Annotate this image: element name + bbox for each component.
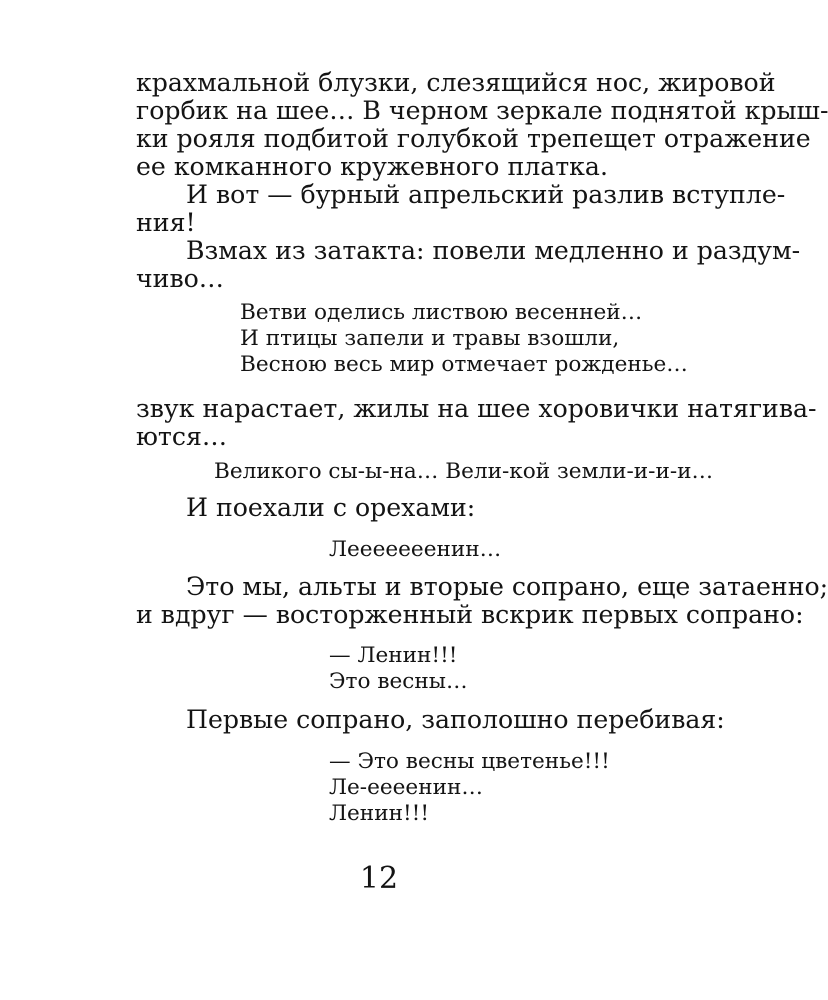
verse-line: Ветви оделись листвою весенней… xyxy=(240,300,643,325)
text-line: горбик на шее… В черном зеркале поднятой крыш- xyxy=(136,96,828,125)
verse-line: Великого сы-ы-на… Вели-кой земли-и-и-и… xyxy=(214,459,714,484)
text-line: ния! xyxy=(136,208,196,237)
text-line: И вот — бурный апрельский разлив вступле- xyxy=(186,180,786,209)
text-line: Это мы, альты и вторые сопрано, еще затаенно; xyxy=(186,572,828,601)
text-line: Взмах из затакта: повели медленно и раздум- xyxy=(186,236,801,265)
verse-line: — Это весны цветенье!!! xyxy=(329,749,610,774)
text-line: ки рояля подбитой голубкой трепещет отражение xyxy=(136,124,811,153)
verse-line: Ленин!!! xyxy=(329,801,430,826)
page-number: 12 xyxy=(359,861,399,896)
text-line: И поехали с орехами: xyxy=(186,493,476,522)
text-line: и вдруг — восторженный вскрик первых сопрано: xyxy=(136,600,804,629)
verse-line: Это весны… xyxy=(329,669,468,694)
verse-line: — Ленин!!! xyxy=(329,643,458,668)
verse-line: Лееееееенин… xyxy=(329,537,502,562)
text-line: звук нарастает, жилы на шее хоровички натягива- xyxy=(136,394,817,423)
text-line: Первые сопрано, заполошно перебивая: xyxy=(186,705,725,734)
text-line: ее комканного кружевного платка. xyxy=(136,152,608,181)
text-line: крахмальной блузки, слезящийся нос, жировой xyxy=(136,68,776,97)
text-line: чиво… xyxy=(136,264,224,293)
verse-line: Ле-ееeенин… xyxy=(329,775,483,800)
verse-line: И птицы запели и травы взошли, xyxy=(240,326,620,351)
verse-line: Весною весь мир отмечает рожденье… xyxy=(240,352,688,377)
text-line: ются… xyxy=(136,422,228,451)
